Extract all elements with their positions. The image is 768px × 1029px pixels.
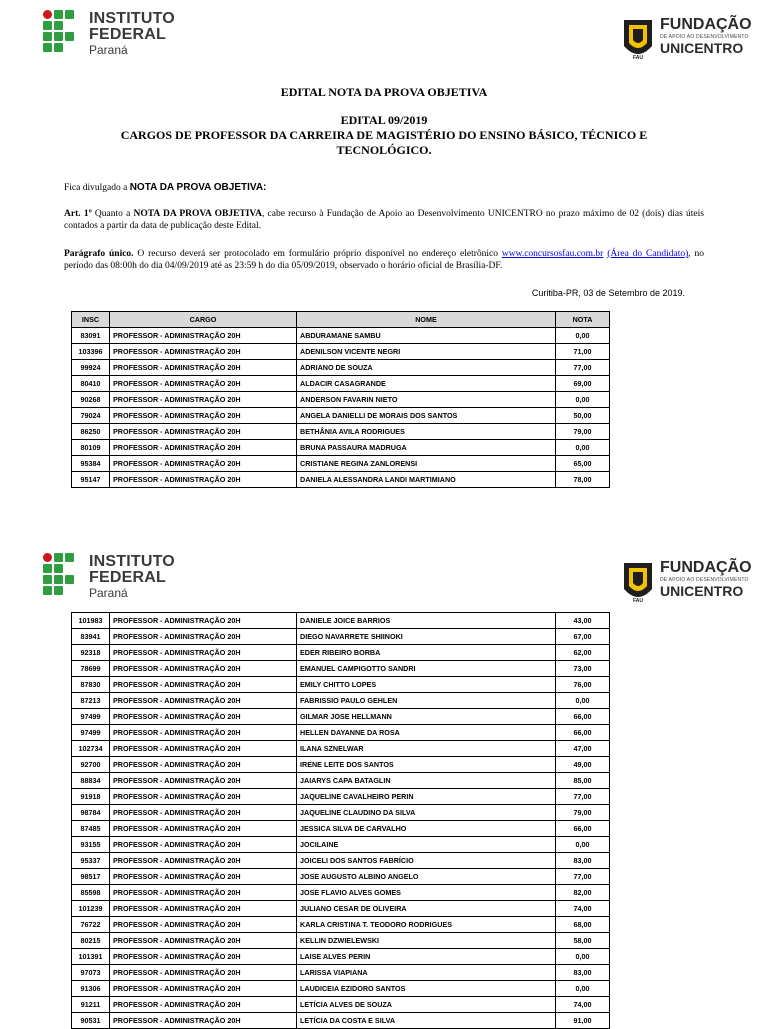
cell-nome: ALDACIR CASAGRANDE xyxy=(297,376,556,392)
cell-cargo: PROFESSOR - ADMINISTRAÇÃO 20H xyxy=(110,709,297,725)
table-row xyxy=(72,456,610,472)
table-row xyxy=(72,853,610,869)
cell-nota: 78,00 xyxy=(556,472,610,488)
cell-nota: 62,00 xyxy=(556,645,610,661)
if-logo-line1: INSTITUTO xyxy=(89,553,175,570)
table-header-row xyxy=(72,312,610,328)
article-1-paragraph xyxy=(64,208,704,232)
table-row xyxy=(72,693,610,709)
article-1-bold: NOTA DA PROVA OBJETIVA xyxy=(133,209,262,219)
grades-table-2 xyxy=(71,612,610,1029)
cell-nota: 74,00 xyxy=(556,997,610,1013)
cell-nome: CRISTIANE REGINA ZANLORENSI xyxy=(297,456,556,472)
area-candidato-link[interactable]: (Área do Candidato) xyxy=(607,249,689,259)
cell-insc: 91918 xyxy=(72,789,110,805)
table-row xyxy=(72,472,610,488)
grades-table-1 xyxy=(71,311,610,488)
if-logo-line2: FEDERAL xyxy=(89,26,166,43)
cell-cargo: PROFESSOR - ADMINISTRAÇÃO 20H xyxy=(110,773,297,789)
cell-insc: 98784 xyxy=(72,805,110,821)
date-line: Curitiba-PR, 03 de Setembro de 2019. xyxy=(531,288,685,298)
table-row xyxy=(72,408,610,424)
cell-insc: 101391 xyxy=(72,949,110,965)
table-row xyxy=(72,629,610,645)
cell-nota: 79,00 xyxy=(556,805,610,821)
cell-nota: 0,00 xyxy=(556,328,610,344)
cell-nota: 83,00 xyxy=(556,853,610,869)
cell-cargo: PROFESSOR - ADMINISTRAÇÃO 20H xyxy=(110,408,297,424)
cell-nome: EMANUEL CAMPIGOTTO SANDRI xyxy=(297,661,556,677)
cell-nome: JESSICA SILVA DE CARVALHO xyxy=(297,821,556,837)
cell-cargo: PROFESSOR - ADMINISTRAÇÃO 20H xyxy=(110,1013,297,1029)
cell-insc: 95147 xyxy=(72,472,110,488)
cell-cargo: PROFESSOR - ADMINISTRAÇÃO 20H xyxy=(110,805,297,821)
cell-insc: 83941 xyxy=(72,629,110,645)
table-row xyxy=(72,917,610,933)
table-row xyxy=(72,661,610,677)
cell-nome: HELLEN DAYANNE DA ROSA xyxy=(297,725,556,741)
concursos-link[interactable]: www.concursosfau.com.br xyxy=(501,249,604,259)
cell-nome: DIEGO NAVARRETE SHIINOKI xyxy=(297,629,556,645)
cell-nota: 74,00 xyxy=(556,901,610,917)
cell-cargo: PROFESSOR - ADMINISTRAÇÃO 20H xyxy=(110,344,297,360)
cell-nome: JOICELI DOS SANTOS FABRÍCIO xyxy=(297,853,556,869)
cell-cargo: PROFESSOR - ADMINISTRAÇÃO 20H xyxy=(110,613,297,629)
cell-insc: 83091 xyxy=(72,328,110,344)
cell-nota: 66,00 xyxy=(556,725,610,741)
cell-nome: JOSE AUGUSTO ALBINO ANGELO xyxy=(297,869,556,885)
table-row xyxy=(72,424,610,440)
cell-nota: 47,00 xyxy=(556,741,610,757)
fau-badge-text: FAU xyxy=(633,55,643,61)
cell-insc: 80109 xyxy=(72,440,110,456)
cell-cargo: PROFESSOR - ADMINISTRAÇÃO 20H xyxy=(110,645,297,661)
cell-nome: ADENILSON VICENTE NEGRI xyxy=(297,344,556,360)
cell-insc: 86250 xyxy=(72,424,110,440)
article-1-label: Art. 1º xyxy=(64,209,92,219)
cell-nome: FABRISSIO PAULO GEHLEN xyxy=(297,693,556,709)
fu-logo-line2: DE APOIO AO DESENVOLVIMENTO xyxy=(660,577,749,583)
fu-logo-line1: FUNDAÇÃO xyxy=(660,559,752,576)
cell-cargo: PROFESSOR - ADMINISTRAÇÃO 20H xyxy=(110,981,297,997)
cell-nota: 85,00 xyxy=(556,773,610,789)
cell-nome: ILANA SZNELWAR xyxy=(297,741,556,757)
cell-insc: 87213 xyxy=(72,693,110,709)
cell-nota: 91,00 xyxy=(556,1013,610,1029)
cell-cargo: PROFESSOR - ADMINISTRAÇÃO 20H xyxy=(110,677,297,693)
table-row xyxy=(72,360,610,376)
fundacao-unicentro-logo xyxy=(620,16,750,66)
table-row xyxy=(72,1013,610,1029)
cell-cargo: PROFESSOR - ADMINISTRAÇÃO 20H xyxy=(110,965,297,981)
cell-insc: 99924 xyxy=(72,360,110,376)
cell-nome: LETÍCIA DA COSTA E SILVA xyxy=(297,1013,556,1029)
document-title: EDITAL NOTA DA PROVA OBJETIVA xyxy=(280,85,488,99)
header-cargo: CARGO xyxy=(110,312,297,328)
cell-nome: LAISE ALVES PERIN xyxy=(297,949,556,965)
cell-cargo: PROFESSOR - ADMINISTRAÇÃO 20H xyxy=(110,917,297,933)
cell-insc: 91306 xyxy=(72,981,110,997)
cell-cargo: PROFESSOR - ADMINISTRAÇÃO 20H xyxy=(110,725,297,741)
table-row xyxy=(72,392,610,408)
cell-nota: 77,00 xyxy=(556,869,610,885)
if-logo-line3: Paraná xyxy=(89,586,128,600)
if-logo-line3: Paraná xyxy=(89,43,128,57)
intro-paragraph xyxy=(64,182,704,194)
cell-nome: BETHÂNIA AVILA RODRIGUES xyxy=(297,424,556,440)
fundacao-unicentro-logo-2 xyxy=(620,559,750,609)
cell-nome: JOCILAINE xyxy=(297,837,556,853)
cell-nota: 0,00 xyxy=(556,981,610,997)
cell-nome: ABDURAMANE SAMBU xyxy=(297,328,556,344)
table-row xyxy=(72,677,610,693)
cell-nota: 71,00 xyxy=(556,344,610,360)
cell-insc: 87830 xyxy=(72,677,110,693)
table-row xyxy=(72,997,610,1013)
if-logo-line1: INSTITUTO xyxy=(89,10,175,27)
cell-cargo: PROFESSOR - ADMINISTRAÇÃO 20H xyxy=(110,424,297,440)
cell-nome: JAIARYS CAPA BATAGLIN xyxy=(297,773,556,789)
intro-bold: NOTA DA PROVA OBJETIVA: xyxy=(129,182,267,193)
document-subtitle-2: TECNOLÓGICO. xyxy=(336,143,432,157)
header-insc: INSC xyxy=(72,312,110,328)
cell-insc: 97073 xyxy=(72,965,110,981)
cell-nota: 66,00 xyxy=(556,709,610,725)
cell-insc: 91211 xyxy=(72,997,110,1013)
cell-cargo: PROFESSOR - ADMINISTRAÇÃO 20H xyxy=(110,933,297,949)
cell-insc: 95337 xyxy=(72,853,110,869)
cell-cargo: PROFESSOR - ADMINISTRAÇÃO 20H xyxy=(110,392,297,408)
cell-insc: 87485 xyxy=(72,821,110,837)
cell-nota: 0,00 xyxy=(556,837,610,853)
fau-emblem-icon xyxy=(620,18,656,62)
cell-cargo: PROFESSOR - ADMINISTRAÇÃO 20H xyxy=(110,837,297,853)
cell-nome: ADRIANO DE SOUZA xyxy=(297,360,556,376)
table-row xyxy=(72,965,610,981)
table-row xyxy=(72,725,610,741)
cell-cargo: PROFESSOR - ADMINISTRAÇÃO 20H xyxy=(110,869,297,885)
cell-nota: 73,00 xyxy=(556,661,610,677)
table-row xyxy=(72,344,610,360)
table-row xyxy=(72,933,610,949)
cell-insc: 80410 xyxy=(72,376,110,392)
cell-nota: 67,00 xyxy=(556,629,610,645)
table-row xyxy=(72,709,610,725)
cell-nome: ANGELA DANIELLI DE MORAIS DOS SANTOS xyxy=(297,408,556,424)
table-row xyxy=(72,885,610,901)
table-row xyxy=(72,981,610,997)
cell-insc: 97499 xyxy=(72,725,110,741)
cell-nome: KARLA CRISTINA T. TEODORO RODRIGUES xyxy=(297,917,556,933)
cell-nota: 58,00 xyxy=(556,933,610,949)
fau-badge-text: FAU xyxy=(633,598,643,604)
fau-emblem-icon xyxy=(620,561,656,605)
cell-cargo: PROFESSOR - ADMINISTRAÇÃO 20H xyxy=(110,456,297,472)
article-1-text-b: , cabe recurso à Fundação de Apoio ao Desenvolvimento UNICENTRO no prazo máximo de 02 (dois) dias úteis contados a partir da data de publicação deste Edital. xyxy=(64,209,704,231)
cell-nota: 49,00 xyxy=(556,757,610,773)
cell-nota: 76,00 xyxy=(556,677,610,693)
cell-cargo: PROFESSOR - ADMINISTRAÇÃO 20H xyxy=(110,853,297,869)
page-header xyxy=(0,10,768,80)
cell-cargo: PROFESSOR - ADMINISTRAÇÃO 20H xyxy=(110,821,297,837)
table-row xyxy=(72,949,610,965)
cell-nota: 50,00 xyxy=(556,408,610,424)
table-row xyxy=(72,376,610,392)
header-nota: NOTA xyxy=(556,312,610,328)
table-row xyxy=(72,821,610,837)
cell-insc: 88834 xyxy=(72,773,110,789)
paragrafo-unico xyxy=(64,248,704,272)
table-row xyxy=(72,741,610,757)
paragrafo-label: Parágrafo único. xyxy=(64,249,134,259)
cell-insc: 92700 xyxy=(72,757,110,773)
paragrafo-text-b: , no período das 08:00h do dia 04/09/2019 até as 23:59 h do dia 05/09/2019, observado o horário oficial de Brasília-DF. xyxy=(64,249,704,271)
cell-insc: 102734 xyxy=(72,741,110,757)
cell-cargo: PROFESSOR - ADMINISTRAÇÃO 20H xyxy=(110,472,297,488)
cell-insc: 90531 xyxy=(72,1013,110,1029)
cell-nome: JULIANO CESAR DE OLIVEIRA xyxy=(297,901,556,917)
cell-nota: 0,00 xyxy=(556,440,610,456)
table-row xyxy=(72,440,610,456)
edital-number: EDITAL 09/2019 xyxy=(340,113,428,127)
cell-nota: 77,00 xyxy=(556,789,610,805)
cell-insc: 85598 xyxy=(72,885,110,901)
cell-cargo: PROFESSOR - ADMINISTRAÇÃO 20H xyxy=(110,360,297,376)
cell-insc: 92318 xyxy=(72,645,110,661)
cell-nome: KELLIN DZWIELEWSKI xyxy=(297,933,556,949)
intro-prefix: Fica divulgado a xyxy=(64,183,130,193)
cell-nota: 82,00 xyxy=(556,885,610,901)
cell-cargo: PROFESSOR - ADMINISTRAÇÃO 20H xyxy=(110,328,297,344)
cell-insc: 101983 xyxy=(72,613,110,629)
cell-nota: 0,00 xyxy=(556,949,610,965)
table-row xyxy=(72,869,610,885)
if-logo-grid-icon xyxy=(43,10,83,60)
cell-cargo: PROFESSOR - ADMINISTRAÇÃO 20H xyxy=(110,789,297,805)
cell-insc: 103396 xyxy=(72,344,110,360)
if-logo-grid-icon xyxy=(43,553,83,603)
fu-logo-line3: UNICENTRO xyxy=(660,583,744,599)
cell-insc: 101239 xyxy=(72,901,110,917)
document-subtitle-1: CARGOS DE PROFESSOR DA CARREIRA DE MAGISTÉRIO DO ENSINO BÁSICO, TÉCNICO E xyxy=(120,128,648,142)
cell-cargo: PROFESSOR - ADMINISTRAÇÃO 20H xyxy=(110,757,297,773)
cell-nome: JAQUELINE CAVALHEIRO PERIN xyxy=(297,789,556,805)
fu-logo-line1: FUNDAÇÃO xyxy=(660,16,752,33)
fu-logo-line3: UNICENTRO xyxy=(660,40,744,56)
cell-nome: LAUDICEIA EZIDORO SANTOS xyxy=(297,981,556,997)
cell-insc: 98517 xyxy=(72,869,110,885)
cell-nota: 69,00 xyxy=(556,376,610,392)
cell-nota: 43,00 xyxy=(556,613,610,629)
fu-logo-line2: DE APOIO AO DESENVOLVIMENTO xyxy=(660,34,749,40)
cell-insc: 80215 xyxy=(72,933,110,949)
table-row xyxy=(72,901,610,917)
cell-cargo: PROFESSOR - ADMINISTRAÇÃO 20H xyxy=(110,661,297,677)
cell-nome: JOSE FLAVIO ALVES GOMES xyxy=(297,885,556,901)
cell-cargo: PROFESSOR - ADMINISTRAÇÃO 20H xyxy=(110,693,297,709)
cell-nome: LETÍCIA ALVES DE SOUZA xyxy=(297,997,556,1013)
table-row xyxy=(72,613,610,629)
cell-nome: EDER RIBEIRO BORBA xyxy=(297,645,556,661)
cell-nome: DANIELE JOICE BARRIOS xyxy=(297,613,556,629)
cell-insc: 97499 xyxy=(72,709,110,725)
cell-nota: 79,00 xyxy=(556,424,610,440)
cell-nome: JAQUELINE CLAUDINO DA SILVA xyxy=(297,805,556,821)
cell-nota: 0,00 xyxy=(556,392,610,408)
cell-insc: 93155 xyxy=(72,837,110,853)
instituto-federal-logo xyxy=(43,10,183,70)
cell-nota: 68,00 xyxy=(556,917,610,933)
cell-nota: 0,00 xyxy=(556,693,610,709)
table-row xyxy=(72,757,610,773)
cell-nota: 83,00 xyxy=(556,965,610,981)
paragrafo-text-a: O recurso deverá ser protocolado em formulário próprio disponível no endereço eletrônico xyxy=(133,249,502,259)
cell-cargo: PROFESSOR - ADMINISTRAÇÃO 20H xyxy=(110,949,297,965)
if-logo-line2: FEDERAL xyxy=(89,569,166,586)
cell-insc: 95384 xyxy=(72,456,110,472)
header-nome: NOME xyxy=(297,312,556,328)
cell-cargo: PROFESSOR - ADMINISTRAÇÃO 20H xyxy=(110,997,297,1013)
cell-insc: 79024 xyxy=(72,408,110,424)
cell-cargo: PROFESSOR - ADMINISTRAÇÃO 20H xyxy=(110,440,297,456)
instituto-federal-logo-2 xyxy=(43,553,183,613)
table-row xyxy=(72,837,610,853)
table-1-body xyxy=(72,328,610,488)
table-row xyxy=(72,773,610,789)
cell-insc: 78699 xyxy=(72,661,110,677)
cell-nota: 77,00 xyxy=(556,360,610,376)
cell-cargo: PROFESSOR - ADMINISTRAÇÃO 20H xyxy=(110,901,297,917)
cell-nome: GILMAR JOSE HELLMANN xyxy=(297,709,556,725)
cell-nome: DANIELA ALESSANDRA LANDI MARTIMIANO xyxy=(297,472,556,488)
cell-nome: ANDERSON FAVARIN NIETO xyxy=(297,392,556,408)
cell-nome: EMILY CHITTO LOPES xyxy=(297,677,556,693)
cell-nome: IRENE LEITE DOS SANTOS xyxy=(297,757,556,773)
table-row xyxy=(72,805,610,821)
cell-nota: 65,00 xyxy=(556,456,610,472)
cell-nota: 66,00 xyxy=(556,821,610,837)
table-row xyxy=(72,789,610,805)
table-row xyxy=(72,645,610,661)
cell-cargo: PROFESSOR - ADMINISTRAÇÃO 20H xyxy=(110,376,297,392)
cell-insc: 90268 xyxy=(72,392,110,408)
cell-cargo: PROFESSOR - ADMINISTRAÇÃO 20H xyxy=(110,741,297,757)
table-2-body xyxy=(72,613,610,1029)
cell-nome: LARISSA VIAPIANA xyxy=(297,965,556,981)
article-1-text-a: Quanto a xyxy=(91,209,134,219)
table-row xyxy=(72,328,610,344)
cell-nome: BRUNA PASSAURA MADRUGA xyxy=(297,440,556,456)
cell-cargo: PROFESSOR - ADMINISTRAÇÃO 20H xyxy=(110,885,297,901)
cell-cargo: PROFESSOR - ADMINISTRAÇÃO 20H xyxy=(110,629,297,645)
cell-insc: 76722 xyxy=(72,917,110,933)
